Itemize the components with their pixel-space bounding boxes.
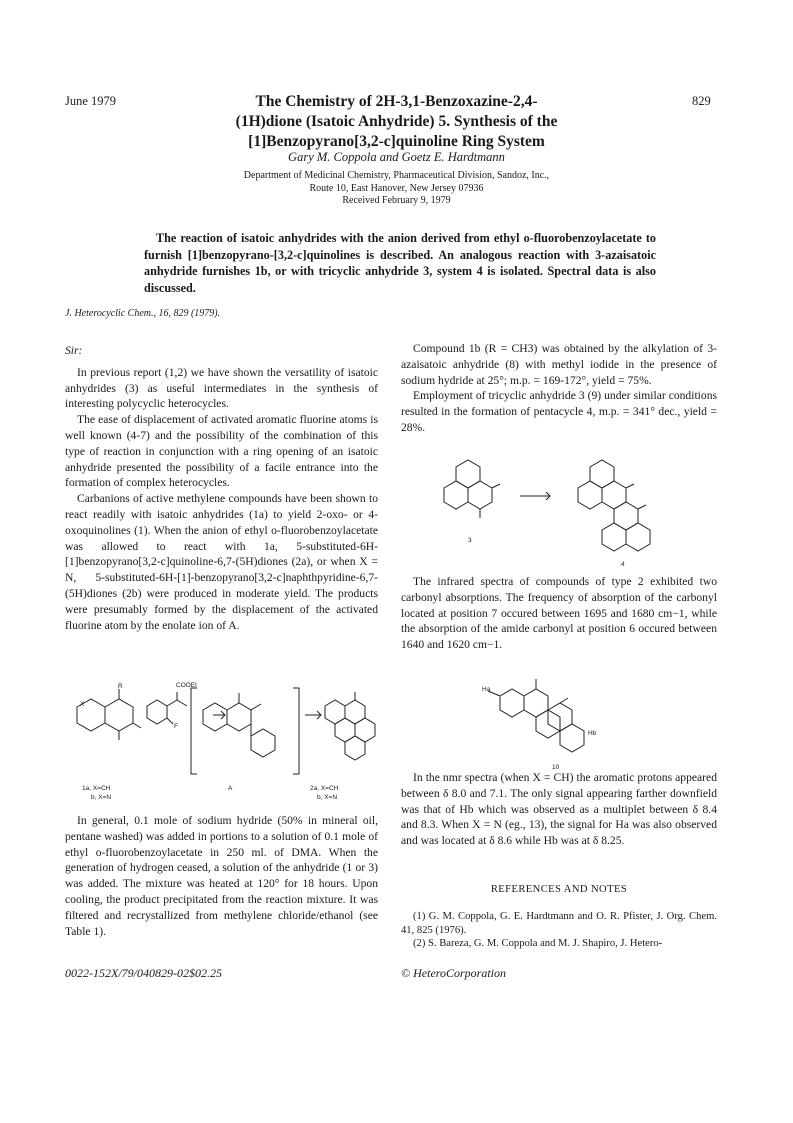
- title-line-1: The Chemistry of 2H-3,1-Benzoxazine-2,4-: [255, 93, 538, 110]
- scheme1-label-cooet: COOEt: [176, 682, 197, 689]
- received-date: Received February 9, 1979: [342, 195, 451, 206]
- page-number: 829: [692, 94, 711, 108]
- references-heading: REFERENCES AND NOTES: [490, 884, 628, 895]
- bracket-left: [191, 688, 197, 774]
- reaction-scheme-2: [438, 460, 678, 570]
- structure-10-hb: Hb: [588, 730, 597, 737]
- reaction-scheme-1: [65, 680, 385, 780]
- scheme1-label-x: X: [80, 701, 85, 708]
- scheme1-caption-1a: 1a, X=CH: [82, 785, 111, 792]
- paragraph: Carbanions of active methylene compounds have been shown to react readily with isatoic anhydrides (1a) to yield 2-oxo- or 4-oxoquinolines (1). When the anion of ethyl o-fluorobenzoylacetate was allowed to react with 1a, 5-substituted-6H-[1]benzopyrano[3,2-c]quinoline-6,7-(5H)diones (2a), or when X = N, 5-substituted-6H-[1]-benzopyrano[3,2-c]naphthpyridine-6,7-(5H)diones (2b) were produced in moderate yield. The products were presumably formed by the displacement of the activated fluorine atom by the enolate ion of A.: [65, 492, 378, 632]
- references-list: [401, 910, 717, 951]
- affiliation-line-1: Department of Medicinal Chemistry, Pharmaceutical Division, Sandoz, Inc.,: [243, 170, 550, 181]
- paragraph: In previous report (1,2) we have shown the versatility of isatoic anhydrides (3) as useful intermediates in the synthesis of interesting polycyclic heterocycles.: [65, 365, 378, 411]
- scheme1-caption-1b: b, X=N: [91, 794, 112, 801]
- fluorobenzoyl-ring: [147, 700, 167, 724]
- paragraph: Compound 1b (R = CH3) was obtained by the alkylation of 3-azaisatoic anhydride (8) with methyl iodide in the presence of sodium hydride at 25°; m.p. = 169-172°, yield = 75%.: [401, 342, 717, 387]
- structure-10-label: 10: [552, 764, 560, 771]
- title-line-3: [1]Benzopyrano[3,2-c]quinoline Ring System: [248, 133, 545, 150]
- scheme1-caption-2a: 2a, X=CH: [310, 785, 339, 792]
- scheme1-caption-2b: b, X=N: [317, 794, 338, 801]
- copyright-code: 0022-152X/79/040829-02$02.25: [65, 966, 222, 980]
- structure-10-ha: Ha: [482, 686, 491, 693]
- abstract: The reaction of isatoic anhydrides with the anion derived from ethyl o-fluorobenzoylacetate to furnish [1]benzopyrano-[3,2-c]quinolines is described. An analogous reaction with 3-azaisatoic anhydride furnishes 1b, or with tricyclic anhydride 3, system 4 is isolated. Spectral data is also discussed.: [144, 231, 656, 295]
- right-column-top: [401, 341, 717, 436]
- reference-item: (1) G. M. Coppola, G. E. Hardtmann and O. R. Pfister, J. Org. Chem. 41, 825 (1976).: [401, 911, 717, 936]
- benzo-ring: [444, 481, 468, 509]
- oxazine-ring: [468, 481, 492, 509]
- affiliation: [150, 170, 643, 208]
- left-column-top: [65, 343, 378, 633]
- title-line-2: (1H)dione (Isatoic Anhydride) 5. Synthesis of the: [235, 113, 558, 130]
- salutation: Sir:: [65, 344, 83, 357]
- scheme2-label-4: 4: [621, 561, 625, 568]
- left-column-bottom: [65, 813, 378, 939]
- article-title: [180, 92, 613, 152]
- anhydride-ring: [105, 699, 133, 731]
- paragraph: Employment of tricyclic anhydride 3 (9) under similar conditions resulted in the formation of pentacycle 4, m.p. = 341° dec., yield = 28%.: [401, 389, 717, 434]
- reference-item: (2) S. Bareza, G. M. Coppola and M. J. Shapiro, J. Hetero-: [413, 938, 663, 950]
- right-column-middle: [401, 574, 717, 653]
- right-column-bottom: [401, 770, 717, 849]
- authors: Gary M. Coppola and Goetz E. Hardtmann: [288, 150, 505, 164]
- paragraph: In general, 0.1 mole of sodium hydride (50% in mineral oil, pentane washed) was added in portions to a solution of 0.1 mole of ethyl o-fluorobenzoylacetate in 250 ml. of DMA. When the generation of hydrogen ceased, a solution of the anhydride (1 or 3) was added. The mixture was heated at 120° for 18 hours. Upon cooling, the product precipitated from the reaction mixture. It was filtered and recrystallized from methylene chloride/ethanol (see Table 1).: [65, 814, 378, 938]
- structure-10: [480, 676, 620, 756]
- paragraph: In the nmr spectra (when X = CH) the aromatic protons appeared between δ 8.0 and 7.1. The only signal appearing farther downfield was that of Hb which was observed as a multiplet between δ 8.4 and 8.3. When X = N (eg., 13), the signal for Ha was also observed and was located at δ 8.6 while Hb was at δ 8.25.: [401, 771, 717, 848]
- journal-citation: J. Heterocyclic Chem., 16, 829 (1979).: [65, 308, 221, 319]
- issue-date: June 1979: [65, 94, 117, 108]
- affiliation-line-2: Route 10, East Hanover, New Jersey 07936: [309, 182, 484, 194]
- bracket-right: [293, 688, 299, 774]
- paragraph: The infrared spectra of compounds of type 2 exhibited two carbonyl absorptions. The frequency of absorption of the carbonyl located at position 7 occured between 1695 and 1680 cm−1, while the absorption of the amide carbonyl at position 6 occured between 1640 and 1620 cm−1.: [401, 575, 717, 652]
- piperidine-ring: [456, 460, 480, 488]
- publisher-copyright: © HeteroCorporation: [401, 966, 507, 980]
- scheme1-caption-a: A: [228, 785, 233, 792]
- scheme1-label-f: F: [174, 723, 178, 730]
- scheme2-label-3: 3: [468, 537, 472, 544]
- scheme1-label-r: R: [118, 683, 123, 690]
- paragraph: The ease of displacement of activated aromatic fluorine atoms is well known (4-7) and the possibility of the combination of this type of reaction in conjunction with a ring opening of an isatoic anhydride presented the possibility of a facile entrance into the formation of complex heterocycles.: [65, 413, 378, 490]
